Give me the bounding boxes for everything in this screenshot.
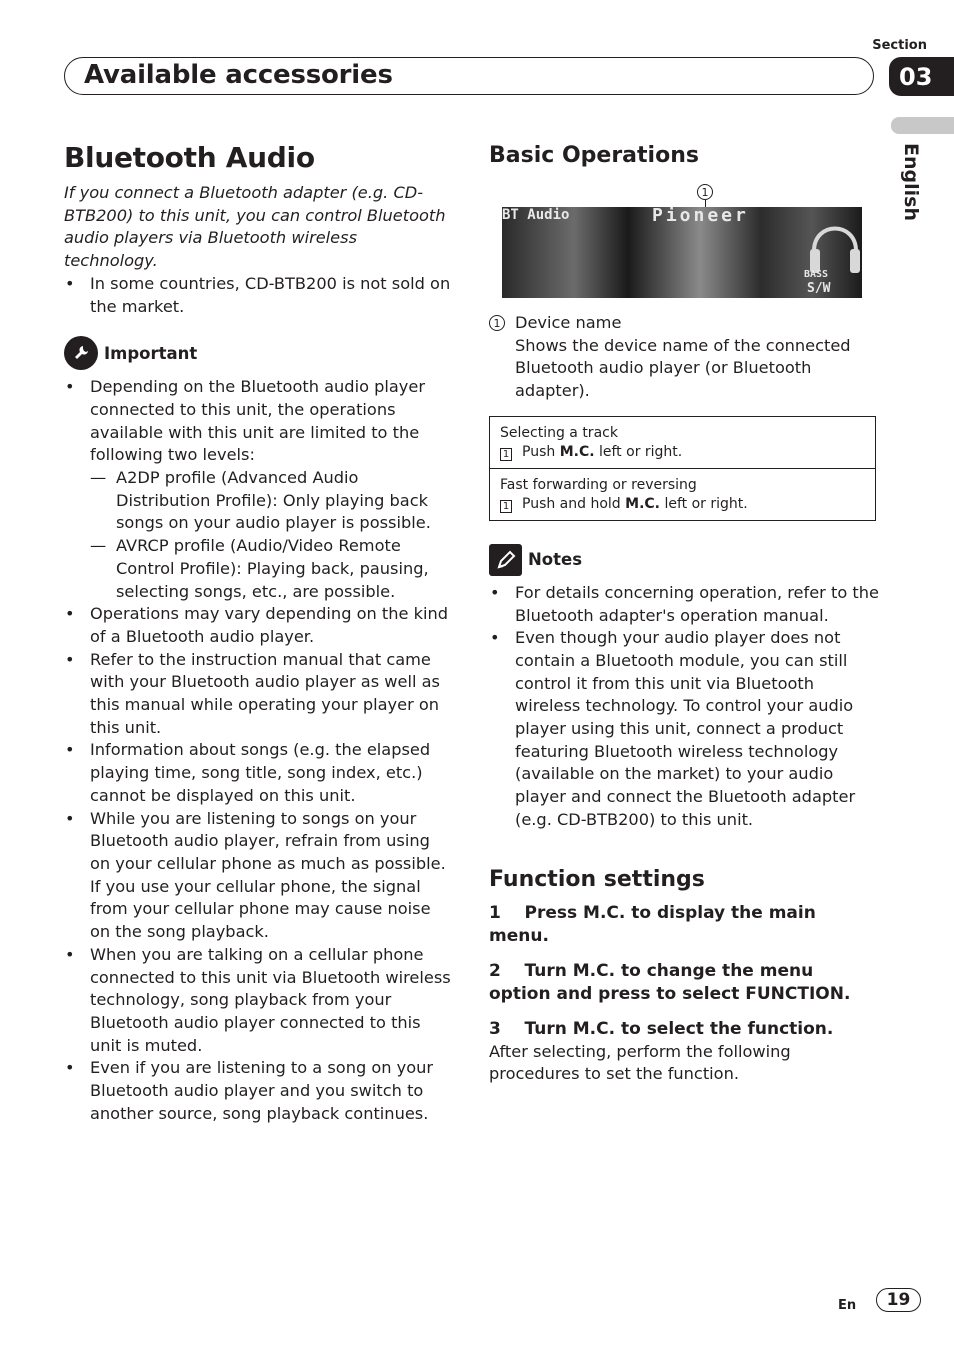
right-column: [489, 142, 879, 1086]
display-source-text: BT Audio: [502, 207, 570, 223]
display-bass-text: BASS: [804, 269, 829, 280]
list-item: • Refer to the instruction manual that came with your Bluetooth audio player as well as this manual while operating your player on this unit.: [64, 649, 454, 740]
step-2: 2 Turn M.C. to change the menu option and press to select FUNCTION.: [489, 960, 851, 1004]
function-settings-title: Function settings: [489, 866, 705, 892]
operations-table: [489, 416, 876, 521]
list-item: • For details concerning operation, refer to the Bluetooth adapter's operation manual.: [489, 582, 879, 627]
operation-text: left or right.: [599, 443, 683, 460]
step-3: 3 Turn M.C. to select the function.: [489, 1018, 834, 1039]
list-item: • Even if you are listening to a song on your Bluetooth audio player and you switch to another source, song playback continues.: [64, 1057, 454, 1125]
device-name-description: Shows the device name of the connected Bluetooth audio player (or Bluetooth adapter).: [515, 335, 851, 401]
left-column: [64, 142, 454, 1125]
notes-list: [489, 582, 879, 832]
list-item: • Operations may vary depending on the kind of a Bluetooth audio player.: [64, 603, 454, 648]
callout-marker: 1: [697, 184, 713, 200]
intro-bullet: • In some countries, CD-BTB200 is not sold on the market.: [64, 273, 454, 318]
step-number-box: 1: [500, 448, 512, 461]
display-screenshot: [502, 207, 862, 298]
important-label: Important: [104, 343, 198, 363]
display-brand-text: Pioneer: [652, 207, 749, 226]
notes-callout: [489, 544, 879, 576]
language-code: En: [838, 1298, 857, 1313]
list-item: • Information about songs (e.g. the elapsed playing time, song title, song index, etc.) cannot be displayed on this unit.: [64, 739, 454, 807]
operation-title: Fast forwarding or reversing: [500, 476, 697, 493]
operation-control: M.C.: [625, 495, 660, 512]
device-name-label: Device name: [515, 313, 622, 332]
table-row: [490, 468, 876, 520]
device-name-marker: 1: [489, 315, 505, 331]
page-number: 19: [876, 1288, 921, 1312]
important-callout: [64, 336, 454, 370]
basic-operations-title: Basic Operations: [489, 143, 699, 168]
section-number-badge: 03: [889, 57, 954, 96]
table-row: [490, 416, 876, 468]
list-item: • Even though your audio player does not contain a Bluetooth module, you can still control it from this unit via Bluetooth wireless technology. To control your audio player using this unit, connect a product featuring Bluetooth wireless technology (available on the market) to your audio player and connect the Bluetooth adapter (e.g. CD-BTB200) to this unit.: [489, 627, 879, 831]
list-item-text: Depending on the Bluetooth audio player connected to this unit, the operations available with this unit are limited to the following two levels:: [90, 377, 426, 465]
display-sw-text: S/W: [807, 281, 831, 296]
step-1: 1 Press M.C. to display the main menu.: [489, 902, 822, 946]
language-label: English: [900, 143, 922, 221]
notes-label: Notes: [528, 550, 583, 570]
operation-text: Push: [522, 443, 556, 460]
list-item: • When you are talking on a cellular phone connected to this unit via Bluetooth wireless technology, song playback from your Bluetooth audio player connected to this unit is muted.: [64, 944, 454, 1058]
bluetooth-audio-title: Bluetooth Audio: [64, 141, 315, 174]
section-label: Section: [872, 38, 927, 53]
step-number-box: 1: [500, 500, 512, 513]
after-steps-text: After selecting, perform the following procedures to set the function.: [489, 1041, 791, 1084]
operation-text: Push and hold: [522, 495, 621, 512]
operation-control: M.C.: [559, 443, 595, 460]
pencil-icon: [489, 544, 522, 576]
language-tab: [891, 117, 954, 134]
operation-title: Selecting a track: [500, 424, 618, 441]
operation-text: left or right.: [664, 495, 748, 512]
important-list: [64, 376, 454, 1125]
list-item: • While you are listening to songs on your Bluetooth audio player, refrain from using on your cellular phone as much as possible. If you use your cellular phone, the signal from your cellular phone may cause noise on the song playback.: [64, 808, 454, 944]
sub-list-item: — A2DP profile (Advanced Audio Distribution Profile): Only playing back songs on your audio player is possible.: [90, 467, 454, 535]
sub-list-item: — AVRCP profile (Audio/Video Remote Control Profile): Playing back, pausing, selecting songs, etc., are possible.: [90, 535, 454, 603]
wrench-icon: [64, 336, 98, 370]
intro-text: If you connect a Bluetooth adapter (e.g. CD-BTB200) to this unit, you can control Bluetooth audio players via Bluetooth wireless technology.: [64, 183, 446, 271]
page-header-title: Available accessories: [84, 60, 393, 90]
list-item: [64, 376, 454, 603]
